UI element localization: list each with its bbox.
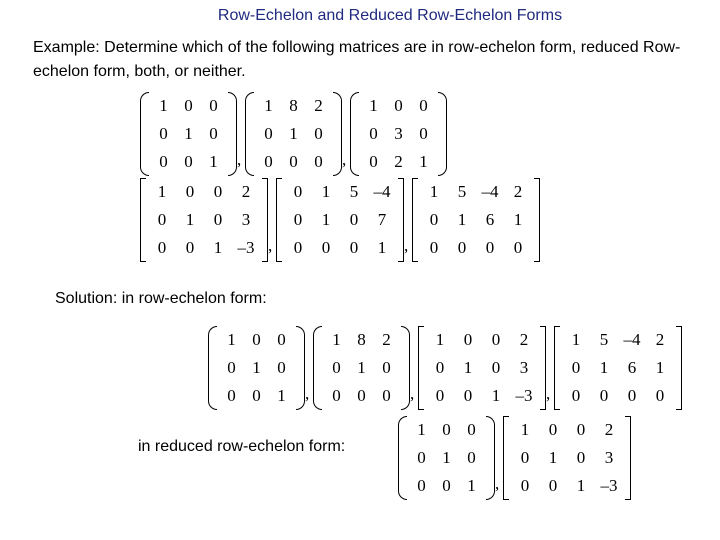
matrix-cell: 5 bbox=[599, 330, 609, 349]
matrix-cell: 0 bbox=[571, 358, 581, 377]
matrix-cell: 0 bbox=[252, 386, 261, 405]
matrix-cell: 0 bbox=[227, 386, 236, 405]
matrix-cell: 0 bbox=[382, 386, 391, 405]
matrix-cell: 1 bbox=[159, 96, 168, 115]
matrix-cell: 0 bbox=[159, 152, 168, 171]
right-delimiter bbox=[228, 92, 237, 176]
matrix-cell: 0 bbox=[332, 386, 341, 405]
matrix-cell: –4 bbox=[623, 330, 641, 349]
matrix-cell: 0 bbox=[157, 210, 167, 229]
matrix-cell: 0 bbox=[655, 386, 665, 405]
problem-matrices-row-1 bbox=[140, 92, 447, 176]
matrix-cell: 0 bbox=[513, 238, 523, 257]
matrix-cell: 2 bbox=[394, 152, 403, 171]
matrix-cell: –4 bbox=[481, 182, 499, 201]
matrix-entries bbox=[424, 326, 540, 410]
matrix-cell: 0 bbox=[429, 238, 439, 257]
matrix-cell: 1 bbox=[571, 330, 581, 349]
solution-label: Solution: in row-echelon form: bbox=[55, 290, 267, 307]
matrix-cell: 1 bbox=[157, 182, 167, 201]
matrix-cell: 1 bbox=[417, 420, 426, 439]
matrix bbox=[418, 326, 546, 410]
matrix-cell: –3 bbox=[600, 476, 618, 495]
matrix bbox=[276, 178, 404, 262]
matrix-separator: , bbox=[404, 236, 409, 255]
matrix-cell: 0 bbox=[485, 238, 495, 257]
matrix-cell: 1 bbox=[369, 96, 378, 115]
matrix-cell: 0 bbox=[548, 476, 558, 495]
matrix bbox=[350, 92, 447, 176]
matrix-cell: 0 bbox=[429, 210, 439, 229]
matrix-cell: 1 bbox=[442, 448, 451, 467]
matrix-cell: 0 bbox=[435, 358, 445, 377]
matrix bbox=[208, 326, 305, 410]
matrix-cell: 2 bbox=[655, 330, 665, 349]
right-delimiter bbox=[296, 326, 305, 410]
matrix-cell: 1 bbox=[463, 358, 473, 377]
matrix-entries bbox=[418, 178, 534, 262]
matrix-cell: 0 bbox=[321, 238, 331, 257]
matrix-cell: 0 bbox=[349, 238, 359, 257]
matrix-cell: 1 bbox=[548, 448, 558, 467]
left-delimiter bbox=[350, 92, 359, 176]
right-delimiter bbox=[401, 326, 410, 410]
matrix-cell: 0 bbox=[491, 358, 501, 377]
matrix-cell: 0 bbox=[185, 182, 195, 201]
matrix-cell: 3 bbox=[394, 124, 403, 143]
matrix-cell: 0 bbox=[520, 448, 530, 467]
matrix-entries bbox=[359, 92, 438, 176]
matrix-separator: , bbox=[237, 150, 242, 169]
matrix-cell: 1 bbox=[264, 96, 273, 115]
matrix-cell: 0 bbox=[209, 96, 218, 115]
matrix-entries bbox=[322, 326, 401, 410]
matrix-cell: 0 bbox=[293, 238, 303, 257]
matrix-cell: 1 bbox=[277, 386, 286, 405]
matrix-cell: 0 bbox=[157, 238, 167, 257]
matrix-cell: 0 bbox=[184, 152, 193, 171]
matrix-cell: 1 bbox=[467, 476, 476, 495]
reduced-matrices-row bbox=[398, 416, 631, 500]
matrix-cell: 1 bbox=[357, 358, 366, 377]
right-delimiter bbox=[676, 326, 682, 410]
matrix-cell: 0 bbox=[548, 420, 558, 439]
matrix-cell: 1 bbox=[213, 238, 223, 257]
reduced-label: in reduced row-echelon form: bbox=[138, 438, 346, 455]
matrix-entries bbox=[560, 326, 676, 410]
matrix-cell: 3 bbox=[241, 210, 251, 229]
matrix-cell: 0 bbox=[576, 448, 586, 467]
matrix-cell: 1 bbox=[599, 358, 609, 377]
matrix-cell: 1 bbox=[332, 330, 341, 349]
matrix-cell: 0 bbox=[293, 182, 303, 201]
problem-matrices-row-2 bbox=[140, 178, 540, 262]
matrix-cell: 8 bbox=[289, 96, 298, 115]
matrix-cell: 1 bbox=[227, 330, 236, 349]
matrix-cell: 0 bbox=[419, 96, 428, 115]
matrix-cell: 0 bbox=[491, 330, 501, 349]
left-delimiter bbox=[140, 92, 149, 176]
matrix-cell: 0 bbox=[457, 238, 467, 257]
matrix bbox=[313, 326, 410, 410]
matrix-cell: 8 bbox=[357, 330, 366, 349]
matrix-cell: 1 bbox=[491, 386, 501, 405]
matrix-cell: 1 bbox=[513, 210, 523, 229]
matrix-cell: 1 bbox=[457, 210, 467, 229]
left-delimiter bbox=[245, 92, 254, 176]
matrix-separator: , bbox=[546, 384, 551, 403]
matrix-cell: 0 bbox=[576, 420, 586, 439]
matrix-cell: 1 bbox=[252, 358, 261, 377]
matrix-cell: –3 bbox=[515, 386, 533, 405]
matrix bbox=[554, 326, 682, 410]
matrix-entries bbox=[407, 416, 486, 500]
matrix-cell: 0 bbox=[314, 124, 323, 143]
matrix-separator: , bbox=[305, 384, 310, 403]
matrix-cell: 0 bbox=[213, 182, 223, 201]
matrix-cell: 7 bbox=[377, 210, 387, 229]
matrix-cell: 2 bbox=[314, 96, 323, 115]
matrix-cell: 0 bbox=[417, 476, 426, 495]
matrix-cell: 0 bbox=[442, 420, 451, 439]
matrix-cell: 1 bbox=[209, 152, 218, 171]
matrix-cell: 0 bbox=[394, 96, 403, 115]
matrix-cell: 6 bbox=[485, 210, 495, 229]
matrix-cell: 0 bbox=[417, 448, 426, 467]
matrix-cell: 3 bbox=[604, 448, 614, 467]
matrix-cell: 0 bbox=[332, 358, 341, 377]
matrix-cell: 5 bbox=[457, 182, 467, 201]
matrix-cell: 0 bbox=[369, 124, 378, 143]
matrix-cell: 0 bbox=[467, 420, 476, 439]
matrix-separator: , bbox=[342, 150, 347, 169]
matrix-cell: 0 bbox=[289, 152, 298, 171]
matrix bbox=[412, 178, 540, 262]
matrix-cell: 0 bbox=[369, 152, 378, 171]
matrix-cell: 1 bbox=[655, 358, 665, 377]
matrix-cell: 0 bbox=[252, 330, 261, 349]
matrix-entries bbox=[146, 178, 262, 262]
matrix-cell: 0 bbox=[349, 210, 359, 229]
matrix-cell: 0 bbox=[463, 330, 473, 349]
matrix-cell: 1 bbox=[184, 124, 193, 143]
matrix-cell: 0 bbox=[277, 330, 286, 349]
matrix-cell: 0 bbox=[463, 386, 473, 405]
right-delimiter bbox=[534, 178, 540, 262]
page-title: Row-Echelon and Reduced Row-Echelon Forms bbox=[217, 7, 563, 24]
right-delimiter bbox=[625, 416, 631, 500]
matrix-cell: 0 bbox=[264, 124, 273, 143]
matrix-cell: –3 bbox=[237, 238, 255, 257]
matrix-cell: 1 bbox=[321, 210, 331, 229]
matrix-cell: 0 bbox=[293, 210, 303, 229]
matrix-cell: 1 bbox=[185, 210, 195, 229]
matrix-cell: 0 bbox=[520, 476, 530, 495]
matrix-cell: 1 bbox=[289, 124, 298, 143]
matrix-separator: , bbox=[268, 236, 273, 255]
matrix-cell: –4 bbox=[373, 182, 391, 201]
matrix-entries bbox=[282, 178, 398, 262]
matrix-cell: 2 bbox=[519, 330, 529, 349]
matrix-cell: 0 bbox=[209, 124, 218, 143]
left-delimiter bbox=[313, 326, 322, 410]
matrix-cell: 1 bbox=[321, 182, 331, 201]
matrix-cell: 2 bbox=[241, 182, 251, 201]
matrix-cell: 0 bbox=[227, 358, 236, 377]
matrix-cell: 0 bbox=[159, 124, 168, 143]
matrix-cell: 0 bbox=[264, 152, 273, 171]
matrix-cell: 0 bbox=[599, 386, 609, 405]
matrix bbox=[398, 416, 495, 500]
matrix-cell: 1 bbox=[435, 330, 445, 349]
matrix-cell: 0 bbox=[627, 386, 637, 405]
right-delimiter bbox=[486, 416, 495, 500]
left-delimiter bbox=[398, 416, 407, 500]
matrix bbox=[503, 416, 631, 500]
matrix-cell: 0 bbox=[357, 386, 366, 405]
matrix-cell: 5 bbox=[349, 182, 359, 201]
left-delimiter bbox=[208, 326, 217, 410]
matrix-cell: 1 bbox=[419, 152, 428, 171]
matrix-cell: 1 bbox=[377, 238, 387, 257]
matrix-entries bbox=[254, 92, 333, 176]
matrix-cell: 2 bbox=[513, 182, 523, 201]
matrix-cell: 0 bbox=[184, 96, 193, 115]
matrix-cell: 0 bbox=[467, 448, 476, 467]
matrix-separator: , bbox=[495, 474, 500, 493]
matrix-cell: 3 bbox=[519, 358, 529, 377]
matrix-cell: 1 bbox=[576, 476, 586, 495]
matrix-cell: 0 bbox=[213, 210, 223, 229]
matrix-cell: 1 bbox=[520, 420, 530, 439]
matrix-cell: 0 bbox=[419, 124, 428, 143]
matrix-separator: , bbox=[410, 384, 415, 403]
matrix bbox=[140, 178, 268, 262]
matrix-cell: 2 bbox=[382, 330, 391, 349]
matrix-entries bbox=[217, 326, 296, 410]
right-delimiter bbox=[438, 92, 447, 176]
solution-matrices-row bbox=[208, 326, 682, 410]
matrix bbox=[140, 92, 237, 176]
matrix-cell: 6 bbox=[627, 358, 637, 377]
matrix-cell: 0 bbox=[571, 386, 581, 405]
matrix-cell: 2 bbox=[604, 420, 614, 439]
right-delimiter bbox=[333, 92, 342, 176]
matrix-cell: 0 bbox=[314, 152, 323, 171]
matrix-cell: 0 bbox=[277, 358, 286, 377]
matrix-cell: 0 bbox=[382, 358, 391, 377]
matrix bbox=[245, 92, 342, 176]
matrix-cell: 1 bbox=[429, 182, 439, 201]
example-text: Example: Determine which of the following matrices are in row-echelon form, reduced Row-echelon form, both, or neither. bbox=[33, 39, 681, 80]
matrix-entries bbox=[509, 416, 625, 500]
matrix-cell: 0 bbox=[442, 476, 451, 495]
matrix-entries bbox=[149, 92, 228, 176]
matrix-cell: 0 bbox=[435, 386, 445, 405]
matrix-cell: 0 bbox=[185, 238, 195, 257]
